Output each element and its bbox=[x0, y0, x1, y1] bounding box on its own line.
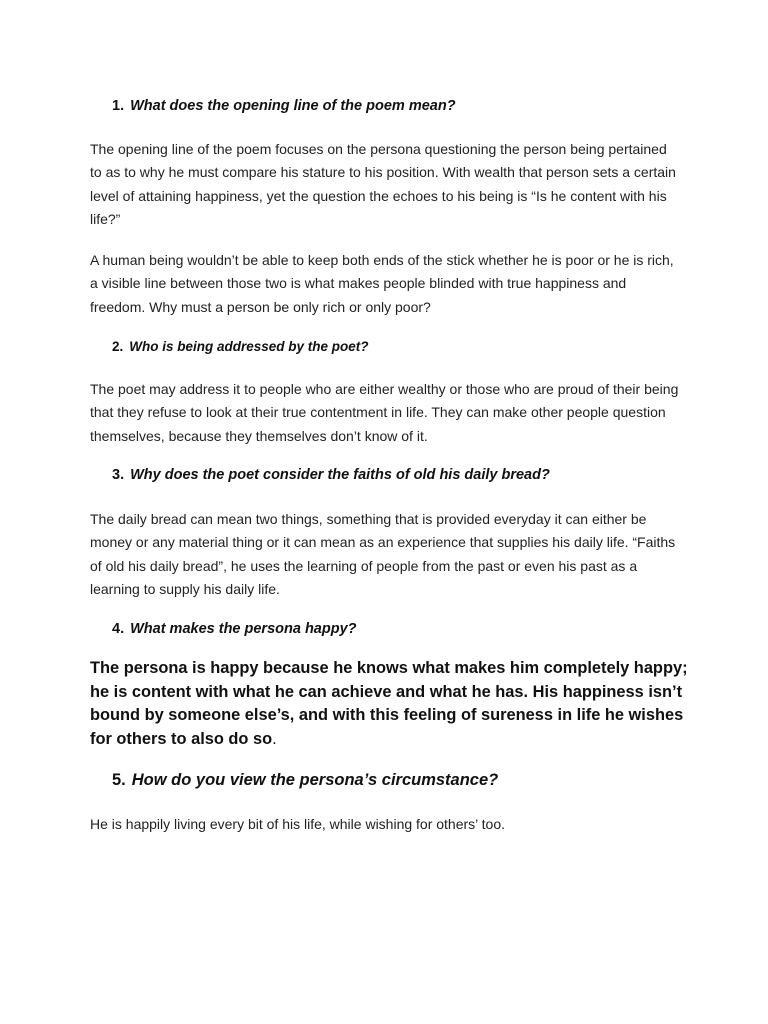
question-1-heading bbox=[112, 98, 456, 114]
answer-5-paragraph: He is happily living every bit of his life, while wishing for others’ too. bbox=[90, 816, 506, 832]
question-5-heading bbox=[112, 771, 498, 790]
answer-4-period: . bbox=[272, 729, 277, 748]
question-number: 4. bbox=[112, 621, 125, 637]
question-4-heading bbox=[112, 621, 357, 637]
question-text: Who is being addressed by the poet? bbox=[129, 339, 369, 354]
question-number: 2. bbox=[112, 339, 124, 354]
answer-4-text: The persona is happy because he knows what makes him completely happy; he is content with what he can achieve and what he has. His happiness isn’t bound by someone else’s, and with this feeling of sureness in life he wishes for others to also do so bbox=[90, 659, 688, 748]
answer-4-paragraph bbox=[90, 657, 690, 751]
question-2-heading bbox=[112, 339, 369, 354]
question-3-heading bbox=[112, 467, 550, 483]
question-number: 5. bbox=[112, 771, 126, 789]
question-text: What makes the persona happy? bbox=[130, 621, 357, 637]
answer-1-paragraph-2: A human being wouldn’t be able to keep both ends of the stick whether he is poor or he is rich, a visible line between those two is what makes people blinded with true happiness and freedom. Why must a person be only rich or only poor? bbox=[90, 252, 674, 315]
answer-1-paragraph-1: The opening line of the poem focuses on the persona questioning the person being pertained to as to why he must compare his stature to his position. With wealth that person sets a certain level of attaining happiness, yet the question the echoes to his being is “Is he content with his life?” bbox=[90, 141, 676, 228]
question-text: How do you view the persona’s circumstance? bbox=[131, 771, 499, 789]
question-text: What does the opening line of the poem mean? bbox=[130, 98, 456, 114]
answer-2-paragraph: The poet may address it to people who are either wealthy or those who are proud of their being that they refuse to look at their true contentment in life. They can make other people question themselves, because they themselves don’t know of it. bbox=[90, 381, 679, 444]
answer-3-paragraph: The daily bread can mean two things, something that is provided everyday it can either be money or any material thing or it can mean as an experience that supplies his daily life. “Faiths of old his daily bread”, he uses the learning of people from the past or even his past as a learning to supply his daily life. bbox=[90, 511, 676, 598]
question-number: 1. bbox=[112, 98, 125, 114]
question-text: Why does the poet consider the faiths of old his daily bread? bbox=[130, 467, 550, 483]
question-number: 3. bbox=[112, 467, 125, 483]
